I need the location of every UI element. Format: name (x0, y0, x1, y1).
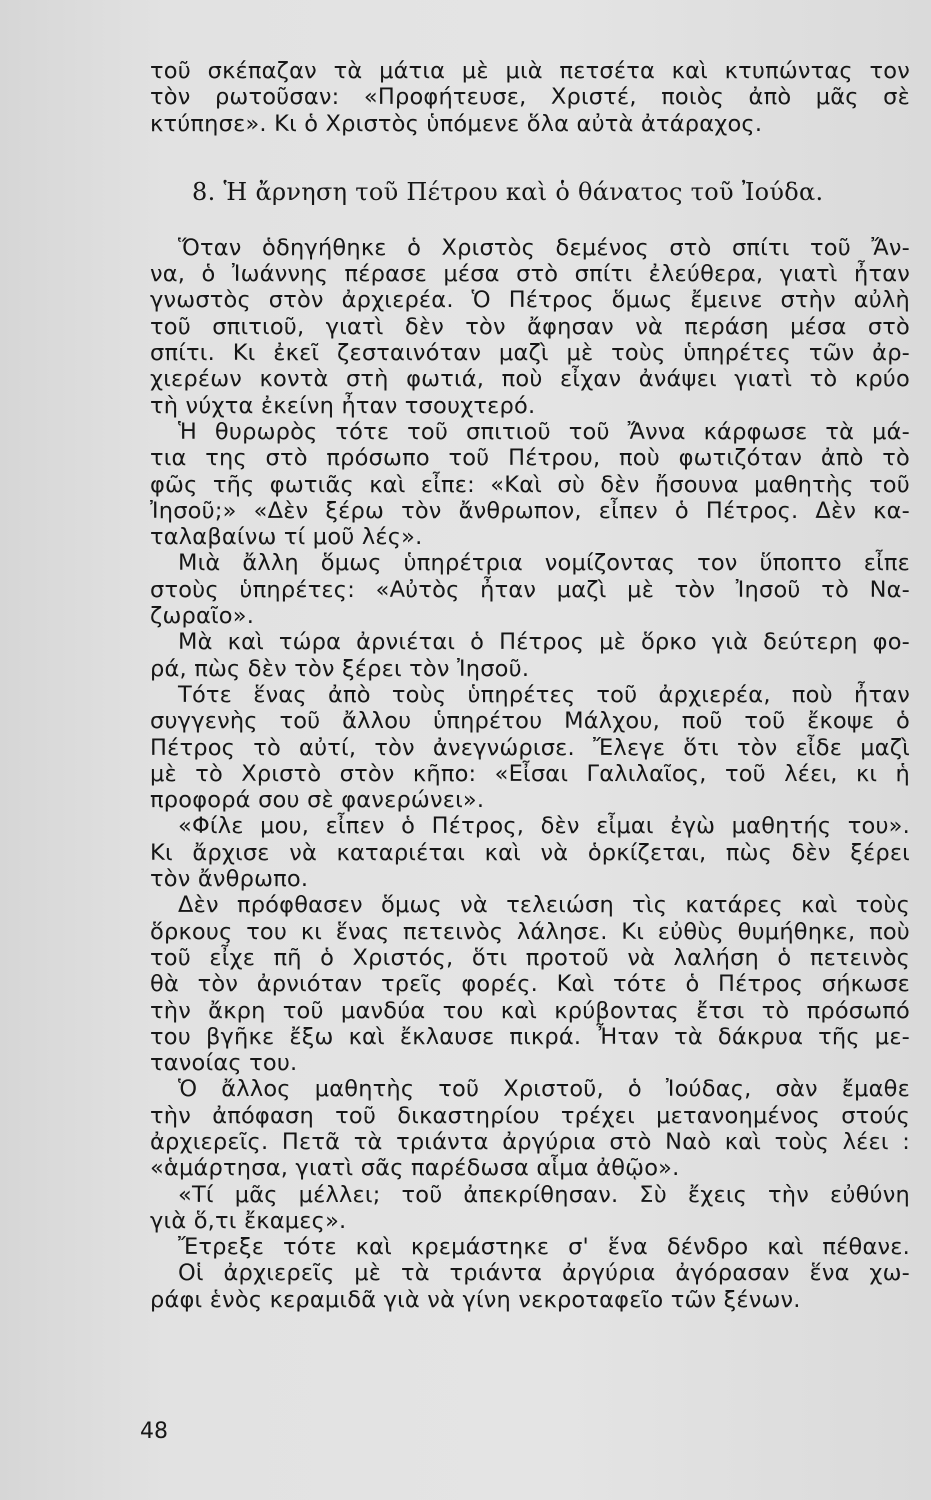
text-line: τὴν ἄκρη τοῦ μανδύα του καὶ κρύβοντας ἔτσι τὸ πρόσωπό (150, 997, 910, 1024)
text-line: τοῦ εἶχε πῆ ὁ Χριστός, ὅτι προτοῦ νὰ λαλήση ὁ πετεινὸς (150, 944, 910, 971)
page-text (150, 58, 910, 1313)
text-line: Οἱ ἀρχιερεῖς μὲ τὰ τριάντα ἀργύρια ἀγόρασαν ἕνα χω- (178, 1260, 910, 1287)
text-line: σπίτι. Κι ἐκεῖ ζεσταινόταν μαζὶ μὲ τοὺς ὑπηρέτες τῶν ἀρ- (150, 340, 910, 367)
text-line: ζωραῖο». (150, 603, 255, 630)
text-line: Κι ἄρχισε νὰ καταριέται καὶ νὰ ὁρκίζεται, πὼς δὲν ξέρει (150, 839, 910, 866)
text-line: Ἔτρεξε τότε καὶ κρεμάστηκε σ' ἕνα δένδρο καὶ πέθανε. (178, 1234, 910, 1261)
section-heading: 8. Ἡ ἄρνηση τοῦ Πέτρου καὶ ὁ θάνατος τοῦ Ἰούδα. (192, 177, 824, 206)
text-line: Ὅταν ὁδηγήθηκε ὁ Χριστὸς δεμένος στὸ σπίτι τοῦ Ἄν- (178, 234, 910, 261)
text-line: να, ὁ Ἰωάννης πέρασε μέσα στὸ σπίτι ἐλεύθερα, γιατὶ ἦταν (150, 261, 910, 288)
text-line: ταλαβαίνω τί μοῦ λές». (150, 524, 423, 551)
text-line: συγγενὴς τοῦ ἄλλου ὑπηρέτου Μάλχου, ποῦ τοῦ ἔκοψε ὁ (150, 708, 910, 735)
text-line: γιὰ ὅ,τι ἔκαμες». (150, 1207, 347, 1234)
text-line: του βγῆκε ἔξω καὶ ἔκλαυσε πικρά. Ἦταν τὰ δάκρυα τῆς με- (150, 1023, 910, 1050)
text-line: Μιὰ ἄλλη ὅμως ὑπηρέτρια νομίζοντας τον ὕποπτο εἶπε (178, 550, 910, 577)
text-line: τὸν ρωτοῦσαν: «Προφήτευσε, Χριστέ, ποιὸς ἀπὸ μᾶς σὲ (150, 84, 910, 111)
text-line: ράφι ἑνὸς κεραμιδᾶ γιὰ νὰ γίνη νεκροταφεῖο τῶν ξένων. (150, 1286, 801, 1313)
text-line: τανοίας του. (150, 1050, 298, 1077)
text-line: «Τί μᾶς μέλλει; τοῦ ἀπεκρίθησαν. Σὺ ἔχεις τὴν εὐθύνη (178, 1181, 910, 1208)
text-line: Μὰ καὶ τώρα ἀρνιέται ὁ Πέτρος μὲ ὅρκο γιὰ δεύτερη φο- (178, 629, 910, 656)
text-line: Δὲν πρόφθασεν ὅμως νὰ τελειώση τὶς κατάρες καὶ τοὺς (178, 892, 910, 919)
text-line: χιερέων κοντὰ στὴ φωτιά, ποὺ εἶχαν ἀνάψει γιατὶ τὸ κρύο (150, 366, 910, 393)
page-number: 48 (140, 1419, 168, 1444)
text-line: τὸν ἄνθρωπο. (150, 866, 309, 893)
text-line: «Φίλε μου, εἶπεν ὁ Πέτρος, δὲν εἶμαι ἐγὼ μαθητής του». (178, 813, 910, 840)
text-line: φῶς τῆς φωτιᾶς καὶ εἶπε: «Καὶ σὺ δὲν ἤσουνα μαθητὴς τοῦ (150, 471, 910, 498)
text-line: Πέτρος τὸ αὐτί, τὸν ἀνεγνώρισε. Ἔλεγε ὅτι τὸν εἶδε μαζὶ (150, 734, 910, 761)
text-line: θὰ τὸν ἀρνιόταν τρεῖς φορές. Καὶ τότε ὁ Πέτρος σήκωσε (150, 971, 910, 998)
text-line: ὅρκους του κι ἕνας πετεινὸς λάλησε. Κι εὐθὺς θυμήθηκε, ποὺ (150, 918, 910, 945)
text-line: «ἁμάρτησα, γιατὶ σᾶς παρέδωσα αἷμα ἀθῷο». (150, 1155, 680, 1182)
text-line: ρά, πὼς δὲν τὸν ξέρει τὸν Ἰησοῦ. (150, 655, 530, 682)
text-line: Τότε ἕνας ἀπὸ τοὺς ὑπηρέτες τοῦ ἀρχιερέα, ποὺ ἦταν (178, 681, 910, 708)
text-line: τοῦ σπιτιοῦ, γιατὶ δὲν τὸν ἄφησαν νὰ περάση μέσα στὸ (150, 313, 910, 340)
text-line: τὴν ἀπόφαση τοῦ δικαστηρίου τρέχει μετανοημένος στούς (150, 1102, 910, 1129)
text-line: τοῦ σκέπαζαν τὰ μάτια μὲ μιὰ πετσέτα καὶ κτυπώντας τον (150, 58, 910, 84)
text-line: τια της στὸ πρόσωπο τοῦ Πέτρου, ποὺ φωτιζόταν ἀπὸ τὸ (150, 445, 910, 472)
text-line: προφορά σου σὲ φανερώνει». (150, 787, 485, 814)
text-line: κτύπησε». Κι ὁ Χριστὸς ὑπόμενε ὅλα αὐτὰ ἀτάραχος. (150, 110, 763, 137)
text-line: τὴ νύχτα ἐκείνη ἦταν τσουχτερό. (150, 392, 536, 419)
text-line: ἀρχιερεῖς. Πετᾶ τὰ τριάντα ἀργύρια στὸ Ναὸ καὶ τοὺς λέει : (150, 1128, 910, 1155)
text-line: στοὺς ὑπηρέτες: «Αὐτὸς ἦταν μαζὶ μὲ τὸν Ἰησοῦ τὸ Να- (150, 576, 910, 603)
text-line: γνωστὸς στὸν ἀρχιερέα. Ὁ Πέτρος ὅμως ἔμεινε στὴν αὐλὴ (150, 287, 910, 314)
text-line: μὲ τὸ Χριστὸ στὸν κῆπο: «Εἶσαι Γαλιλαῖος, τοῦ λέει, κι ἡ (150, 760, 910, 787)
text-line: Ἡ θυρωρὸς τότε τοῦ σπιτιοῦ τοῦ Ἄννα κάρφωσε τὰ μά- (178, 418, 910, 445)
text-line: Ἰησοῦ;» «Δὲν ξέρω τὸν ἄνθρωπον, εἶπεν ὁ Πέτρος. Δὲν κα- (150, 497, 910, 524)
text-line: Ὁ ἄλλος μαθητὴς τοῦ Χριστοῦ, ὁ Ἰούδας, σὰν ἔμαθε (178, 1076, 910, 1103)
